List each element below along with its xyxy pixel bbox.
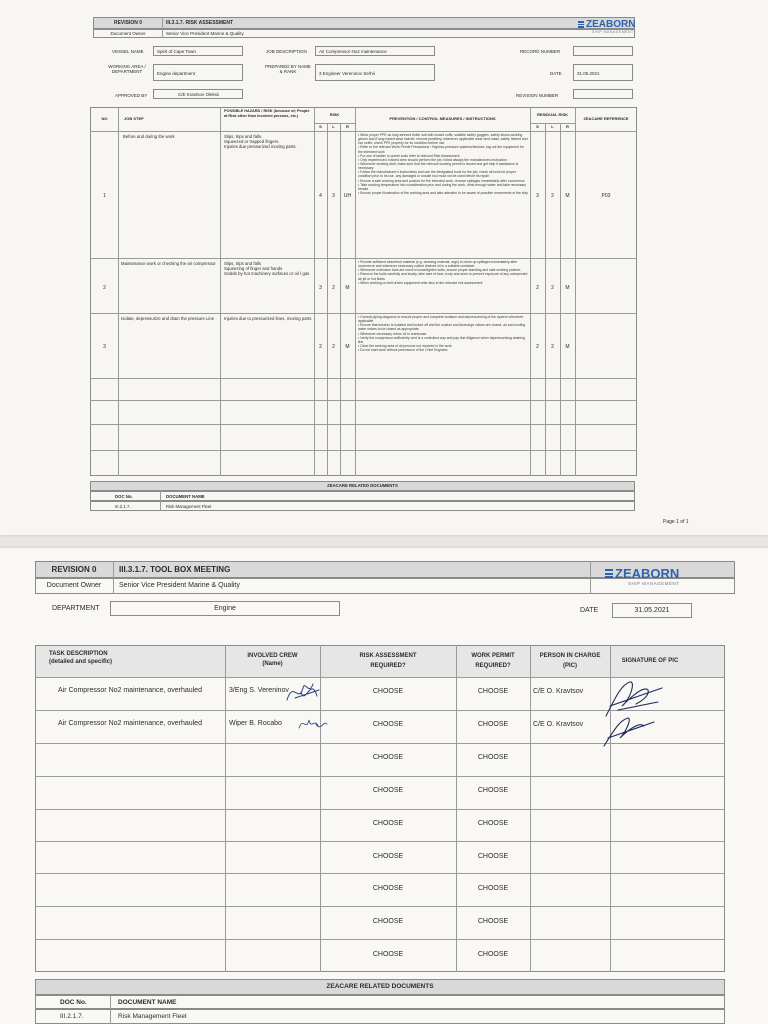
row2-rl: 2	[551, 285, 554, 291]
row2-hazard: Slips, trips and falls Squeezing of finger and hands Scalds by hot machinery surfaces or oil / gas	[224, 261, 310, 277]
tb-row4-risk[interactable]: CHOOSE	[372, 787, 404, 794]
th-permit-sub: REQUIRED?	[475, 663, 511, 669]
vessel-value: Spirit of Cape Town	[157, 49, 196, 54]
row3-r: M	[345, 344, 350, 350]
tb-row3-risk[interactable]: CHOOSE	[372, 754, 404, 761]
th-rs: S	[536, 124, 539, 129]
row2-job: Maintenance work or checking the air compressor	[121, 261, 216, 266]
tb-row5-risk[interactable]: CHOOSE	[372, 820, 404, 827]
row1-no: 1	[103, 193, 106, 199]
tb-row5-permit[interactable]: CHOOSE	[477, 820, 509, 827]
tb-docname-label: DOCUMENT NAME	[118, 999, 177, 1006]
th-job: JOB STEP	[124, 116, 144, 121]
row1-r: UH	[343, 193, 352, 199]
th-l: L	[332, 124, 335, 129]
th-rr: R	[566, 124, 569, 129]
tb-row1-permit[interactable]: CHOOSE	[477, 688, 509, 695]
tb-row7-permit[interactable]: CHOOSE	[477, 885, 509, 892]
prepared-value: 3 Engineer Vereninov Serhii	[319, 71, 375, 76]
row2-r: M	[345, 285, 350, 291]
row1-hazard: Slips, trips and falls. Squeezed or trapped fingers. Injuries due pressurized moving parts.	[224, 134, 297, 150]
ra-brand-sub: SHIP MANAGEMENT	[592, 30, 634, 34]
row2-l: 2	[332, 285, 335, 291]
th-risk: RISK	[329, 112, 340, 117]
ra-date-value: 31.05.2021	[577, 71, 600, 76]
row1-l: 3	[332, 193, 335, 199]
tb-row1-crew: 3/Eng S. Vereninov	[229, 687, 289, 694]
row3-job: Isolate, depressurize and drain the pressure Line	[121, 316, 215, 321]
approved-label: APPROVED BY	[115, 93, 148, 98]
th-task: TASK DESCRIPTION	[49, 651, 108, 657]
th-crew: INVOLVED CREW	[247, 653, 298, 659]
tb-row1-risk[interactable]: CHOOSE	[372, 688, 404, 695]
th-pic: PERSON IN CHARGE	[539, 653, 601, 659]
ra-brand-logo: ZEABORN	[578, 19, 635, 30]
row2-no: 2	[103, 285, 106, 291]
tb-brand-sub: SHIP MANAGEMENT	[628, 581, 680, 586]
tb-row2-risk[interactable]: CHOOSE	[372, 721, 404, 728]
row1-job: Before and during the work	[123, 134, 175, 139]
revnum-field	[573, 89, 633, 99]
ra-revision: REVISION 0	[113, 20, 143, 26]
th-ref: ZEACARE REFERENCE	[583, 116, 629, 121]
tb-row2-pic: C/E O. Kravtsov	[533, 721, 584, 728]
ra-docname-label: DOCUMENT NAME	[166, 494, 205, 499]
tb-row3-permit[interactable]: CHOOSE	[477, 754, 509, 761]
brand-bars-icon	[605, 569, 613, 578]
row1-rs: 3	[536, 193, 539, 199]
row1-rr: M	[565, 193, 570, 199]
th-s: S	[319, 124, 322, 129]
row3-hazard: Injuries due to pressurized lines, moving parts	[224, 316, 312, 321]
revnum-label: REVISION NUMBER	[516, 93, 559, 98]
tb-row1-task: Air Compressor No2 maintenance, overhauled	[58, 687, 202, 694]
th-risk-req: RISK ASSESSMENT	[359, 653, 417, 659]
area-value: Engine department	[157, 71, 196, 76]
row3-rl: 2	[551, 344, 554, 350]
tb-row4-permit[interactable]: CHOOSE	[477, 787, 509, 794]
record-label: RECORD NUMBER	[520, 49, 561, 54]
row3-prevention: • Consult piping diagrams to ensure proper and complete isolation and depressurizing of the system whenever applicable • Ensure that breaker is isolated and locked off and the suction and discharge valves are closed, air and cooling water valves to be closed as appropriate. • Whenever necessary return oil to crankcase. • Verify the compressor sufficiently vent is a controlled way and pay due diligence when depressurizing draining line • Clear the working area of all persons not involved in the work • Do not start work without permission of the Chief Engineer.	[358, 315, 526, 353]
record-field	[573, 46, 633, 56]
th-hazard: POSSIBLE HAZARD / RISK (because of; People at Risk other than involved persons, etc.)	[224, 109, 310, 118]
ra-docname: Risk Management Fleet	[166, 504, 212, 509]
th-no: NO	[101, 116, 108, 121]
tb-row2-task: Air Compressor No2 maintenance, overhauled	[58, 720, 202, 727]
tb-row9-permit[interactable]: CHOOSE	[477, 951, 509, 958]
th-signature: SIGNATURE OF PIC	[621, 658, 679, 664]
th-rl: L	[551, 124, 554, 129]
row2-rs: 2	[536, 285, 539, 291]
row1-prevention: • Wear proper PPE as long sleeved boiler suit with closed cuffs, suitable safety goggles, safety shoes,working gloves and if long haired wear hairnet; remove jewellery, whenever applicable wear dust mask, safety helmet and ear muffs; check PPE properly for its condition before use • Refer to the relevant Work Permit Precautions / Highlow-pressure systems/devices; tag out the equipment for the intended work • For use of ladder or power tools refer to relevant Risk Assessment • Only experienced, trained crew should perform the job, follow always the manufactures instruction • Whenever working aloft, make sure that the relevant working permit is issued and get help if assistance is necessary • Follow the manufacturer's instructions and use the designated tools for the job; check all tools for proper condition prior to its use, any damaged or unsafe tool must not be used before its repair • Ensure a safe working area and posture for the intended work, remove spillages immediately after occurrence • Take working temperature into consideration prior and during the work, drink enough water and take necessary breaks • Ensure proper illumination of the working area and take attention to be aware of possible movements of the ship	[358, 133, 529, 195]
row1-s: 4	[319, 193, 322, 199]
pic-signature-2	[600, 712, 660, 752]
tb-row7-risk[interactable]: CHOOSE	[372, 885, 404, 892]
row3-l: 2	[332, 344, 335, 350]
tb-row1-pic: C/E O. Kravtsov	[533, 688, 584, 695]
tb-row9-risk[interactable]: CHOOSE	[372, 951, 404, 958]
tb-docno: III.2.1.7.	[60, 1013, 84, 1020]
row3-rr: M	[565, 344, 570, 350]
tb-dept-value: Engine	[214, 605, 236, 612]
th-r: R	[346, 124, 349, 129]
tb-dept-label: DEPARTMENT	[52, 605, 100, 612]
row3-s: 2	[319, 344, 322, 350]
ra-related-title: ZEACARE RELATED DOCUMENTS	[327, 483, 398, 488]
tb-row8-permit[interactable]: CHOOSE	[477, 918, 509, 925]
row1-ref: P03	[601, 193, 611, 199]
prepared-label: PREPARED BY NAME & RANK	[265, 64, 311, 75]
crew-signature-2	[296, 710, 330, 736]
jobdesc-value: Air Compressor No2 maintenance	[319, 49, 387, 54]
th-risk-req-sub: REQUIRED?	[370, 663, 406, 669]
ra-date-label: DATE	[550, 71, 562, 76]
th-residual: RESIDUAL RISK	[536, 112, 569, 117]
th-permit: WORK PERMIT	[471, 653, 515, 659]
brand-bars-icon	[578, 21, 584, 28]
approved-value: C/E Kravtsov Oleksii	[178, 92, 220, 97]
ra-page-number: Page 1 of 1	[663, 519, 689, 525]
row2-rr: M	[565, 285, 570, 291]
row2-s: 3	[319, 285, 322, 291]
tb-docname: Risk Management Fleet	[118, 1013, 187, 1020]
row3-no: 3	[103, 344, 106, 350]
tb-owner-value: Senior Vice President Marine & Quality	[119, 582, 240, 589]
tb-row2-crew: Wiper B. Rocabo	[229, 720, 282, 727]
ra-docno-label: DOC No.	[115, 494, 133, 499]
tb-owner-label: Document Owner	[46, 582, 102, 589]
area-label: WORKING AREA / DEPARTMENT	[108, 64, 146, 75]
tb-row8-risk[interactable]: CHOOSE	[372, 918, 404, 925]
tb-row6-permit[interactable]: CHOOSE	[477, 853, 509, 860]
tb-row2-permit[interactable]: CHOOSE	[477, 721, 509, 728]
vessel-label: VESSEL NAME	[112, 49, 144, 54]
th-task-sub: (detailed and specific)	[49, 659, 113, 665]
ra-owner-label: Document Owner	[110, 31, 146, 36]
tb-brand-logo: ZEABORN	[605, 566, 679, 581]
tb-date-value: 31.05.2021	[634, 607, 670, 614]
tb-row6-risk[interactable]: CHOOSE	[372, 853, 404, 860]
tb-date-label: DATE	[580, 607, 599, 614]
tb-related-title: ZEACARE RELATED DOCUMENTS	[326, 983, 434, 990]
toolbox-meeting-page	[0, 548, 768, 1024]
row2-prevention: • Provide sufficient absorbent material (e.g. cleaning material, rags) to clean up spillages immediately after occurrence and whenever necessary collect drained oil in a suitable container. • Whenever extension bars are used to loose/tighten bolts, ensure proper standing and safe working posture. • Remove the bolts carefully and slowly, take care of face, body and arms to prevent exposure of any unexpected air jet or hot fluids • When working on belt driven equipment refer also to the relevant risk assessment	[358, 260, 528, 285]
crew-signature-1	[283, 670, 323, 710]
th-pic-sub: (PIC)	[563, 663, 577, 669]
tb-revision: REVISION 0	[51, 565, 97, 574]
jobdesc-label: JOB DESCRIPTION	[266, 49, 307, 54]
th-prev: PREVENTION / CONTROL MEASURES / INSTRUCTIONS	[389, 116, 496, 121]
th-crew-sub: (Name)	[262, 661, 283, 667]
ra-owner-value: Senior Vice President Marine & Quality	[166, 31, 244, 36]
tb-docno-label: DOC No.	[60, 999, 87, 1006]
ra-doc-title: III.3.1.7. RISK ASSESSMENT	[166, 20, 234, 26]
ra-docno: III.2.1.7.	[115, 504, 131, 509]
tb-doc-title: III.3.1.7. TOOL BOX MEETING	[119, 565, 231, 574]
row1-rl: 2	[551, 193, 554, 199]
row3-rs: 2	[536, 344, 539, 350]
